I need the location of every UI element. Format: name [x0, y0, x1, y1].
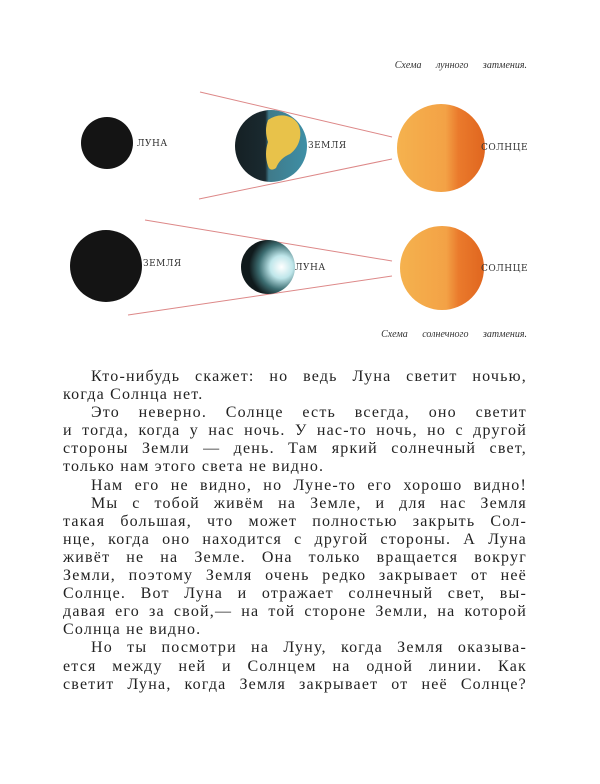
moon-lit	[241, 240, 295, 294]
caption-lunar-eclipse: Схема лунного затмения.	[394, 60, 527, 71]
text-line: Солнце. Вот Луна и отражает солнечный свет, вы-	[63, 585, 527, 603]
earth-dark	[70, 230, 142, 302]
sun	[400, 226, 484, 310]
text-line: стороны Земли — день. Там яркий солнечный свет,	[63, 440, 527, 458]
text-line: давая его за свой,— на той стороне Земли, на которой	[63, 603, 527, 621]
text-line: такая большая, что может полностью закрыть Сол-	[63, 512, 527, 530]
text-line: Это неверно. Солнце есть всегда, оно светит	[91, 404, 527, 422]
moon-dark	[81, 117, 133, 169]
text-line: нце, когда оно находится с другой стороны. А Луна	[63, 530, 527, 548]
label-moon: ЛУНА	[137, 139, 168, 149]
text-line: Мы с тобой живём на Земле, и для нас Земля	[91, 494, 527, 512]
sun	[397, 104, 485, 192]
caption-solar-eclipse: Схема солнечного затмения.	[381, 329, 527, 340]
text-line: ется между ней и Солнцем на одной линии. Как	[63, 657, 527, 675]
body-text	[63, 368, 527, 694]
text-line: Нам его не видно, но Луне-то его хорошо видно!	[91, 476, 527, 494]
solar-eclipse-scheme	[70, 220, 528, 315]
text-line: Кто-нибудь скажет: но ведь Луна светит ночью,	[91, 368, 527, 385]
text-line: и тогда, когда у нас ночь. У нас-то ночь, но с другой	[63, 422, 527, 440]
text-line: Солнца не видно.	[63, 621, 202, 639]
text-line: Земли, поэтому Земля очень редко закрывает от неё	[63, 567, 527, 585]
label-sun: СОЛНЦЕ	[481, 264, 529, 274]
label-moon: ЛУНА	[295, 263, 326, 273]
eclipse-diagram	[0, 0, 600, 360]
text-line: светит Луна, когда Земля закрывает от неё Солнце?	[63, 675, 527, 693]
label-earth: ЗЕМЛЯ	[143, 259, 182, 269]
label-sun: СОЛНЦЕ	[481, 143, 529, 153]
text-line: когда Солнца нет.	[63, 386, 204, 404]
text-line: живёт не на Земле. Она только вращается вокруг	[63, 548, 527, 566]
text-line: Но ты посмотри на Луну, когда Земля оказыва-	[91, 639, 527, 657]
label-earth: ЗЕМЛЯ	[308, 141, 347, 151]
lunar-eclipse-scheme	[81, 92, 528, 199]
text-line: только нам этого света не видно.	[63, 458, 325, 476]
